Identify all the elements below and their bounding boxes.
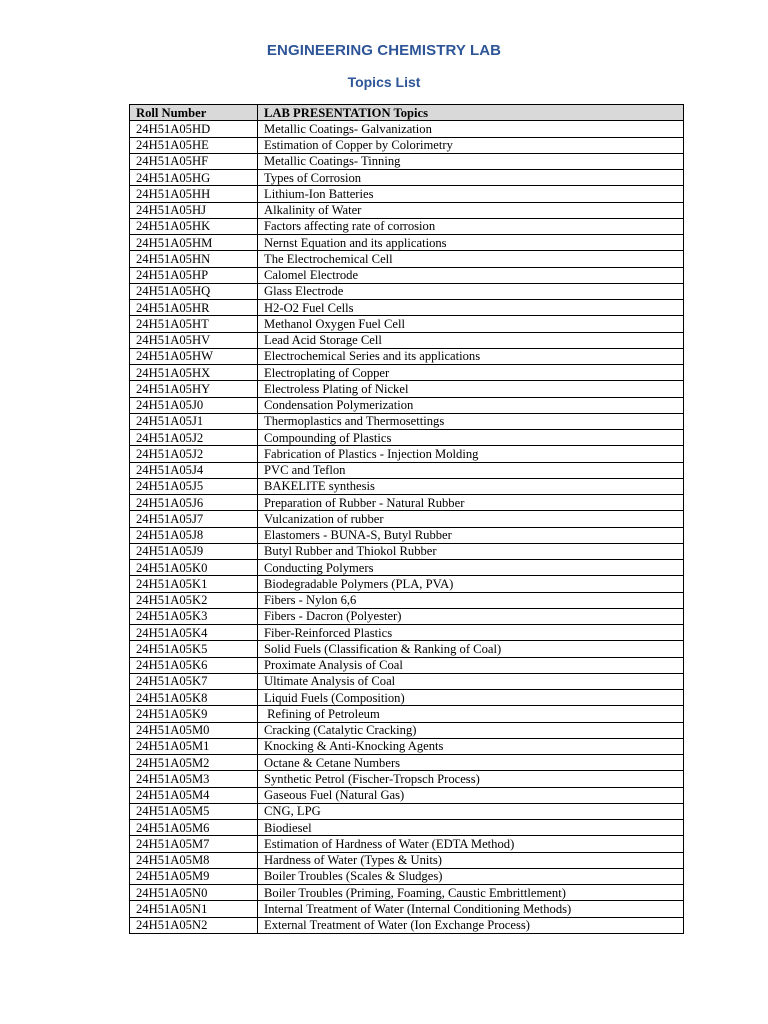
table-row <box>130 690 684 706</box>
table-row <box>130 397 684 413</box>
roll-number-cell: 24H51A05N2 <box>130 917 258 933</box>
topic-cell: The Electrochemical Cell <box>258 251 684 267</box>
column-header-topic: LAB PRESENTATION Topics <box>258 105 684 121</box>
roll-number-cell: 24H51A05J0 <box>130 397 258 413</box>
roll-number-cell: 24H51A05K4 <box>130 625 258 641</box>
table-row <box>130 868 684 884</box>
roll-number-cell: 24H51A05HJ <box>130 202 258 218</box>
roll-number-cell: 24H51A05N1 <box>130 901 258 917</box>
topic-cell: Fibers - Dacron (Polyester) <box>258 608 684 624</box>
roll-number-cell: 24H51A05M2 <box>130 755 258 771</box>
table-row <box>130 251 684 267</box>
table-row <box>130 673 684 689</box>
table-row <box>130 121 684 137</box>
topic-cell: Preparation of Rubber - Natural Rubber <box>258 495 684 511</box>
roll-number-cell: 24H51A05J9 <box>130 543 258 559</box>
table-row <box>130 235 684 251</box>
table-row <box>130 170 684 186</box>
roll-number-cell: 24H51A05M5 <box>130 803 258 819</box>
table-row <box>130 641 684 657</box>
table-row <box>130 820 684 836</box>
topic-cell: Estimation of Hardness of Water (EDTA Method) <box>258 836 684 852</box>
roll-number-cell: 24H51A05J2 <box>130 430 258 446</box>
topic-cell: Conducting Polymers <box>258 560 684 576</box>
topic-cell: Methanol Oxygen Fuel Cell <box>258 316 684 332</box>
topic-cell: Internal Treatment of Water (Internal Conditioning Methods) <box>258 901 684 917</box>
roll-number-cell: 24H51A05HQ <box>130 283 258 299</box>
topic-cell: Condensation Polymerization <box>258 397 684 413</box>
roll-number-cell: 24H51A05K3 <box>130 608 258 624</box>
topic-cell: Ultimate Analysis of Coal <box>258 673 684 689</box>
topic-cell: Types of Corrosion <box>258 170 684 186</box>
table-row <box>130 413 684 429</box>
roll-number-cell: 24H51A05HF <box>130 153 258 169</box>
table-row <box>130 430 684 446</box>
roll-number-cell: 24H51A05J2 <box>130 446 258 462</box>
topic-cell: Cracking (Catalytic Cracking) <box>258 722 684 738</box>
document-subtitle: Topics List <box>347 74 421 90</box>
topic-cell: Boiler Troubles (Priming, Foaming, Caustic Embrittlement) <box>258 885 684 901</box>
topic-cell: Compounding of Plastics <box>258 430 684 446</box>
topic-cell: Liquid Fuels (Composition) <box>258 690 684 706</box>
column-header-roll-number: Roll Number <box>130 105 258 121</box>
roll-number-cell: 24H51A05J1 <box>130 413 258 429</box>
roll-number-cell: 24H51A05K7 <box>130 673 258 689</box>
table-row <box>130 300 684 316</box>
topic-cell: Fabrication of Plastics - Injection Molding <box>258 446 684 462</box>
table-row <box>130 186 684 202</box>
roll-number-cell: 24H51A05J7 <box>130 511 258 527</box>
roll-number-cell: 24H51A05M7 <box>130 836 258 852</box>
table-row <box>130 787 684 803</box>
topic-cell: PVC and Teflon <box>258 462 684 478</box>
table-row <box>130 803 684 819</box>
table-body <box>130 121 684 934</box>
roll-number-cell: 24H51A05HE <box>130 137 258 153</box>
roll-number-cell: 24H51A05K8 <box>130 690 258 706</box>
roll-number-cell: 24H51A05M9 <box>130 868 258 884</box>
table-row <box>130 836 684 852</box>
table-row <box>130 267 684 283</box>
topic-cell: Lead Acid Storage Cell <box>258 332 684 348</box>
table-row <box>130 137 684 153</box>
table-row <box>130 495 684 511</box>
table-row <box>130 771 684 787</box>
table-row <box>130 576 684 592</box>
topic-cell: Thermoplastics and Thermosettings <box>258 413 684 429</box>
roll-number-cell: 24H51A05HR <box>130 300 258 316</box>
topic-cell: Electroless Plating of Nickel <box>258 381 684 397</box>
table-header-row <box>130 105 684 121</box>
roll-number-cell: 24H51A05J5 <box>130 478 258 494</box>
topic-cell: Factors affecting rate of corrosion <box>258 218 684 234</box>
topic-cell: Fibers - Nylon 6,6 <box>258 592 684 608</box>
topic-cell: Biodiesel <box>258 820 684 836</box>
table-row <box>130 316 684 332</box>
table-row <box>130 462 684 478</box>
roll-number-cell: 24H51A05K5 <box>130 641 258 657</box>
table-row <box>130 332 684 348</box>
roll-number-cell: 24H51A05HH <box>130 186 258 202</box>
table-row <box>130 446 684 462</box>
table-row <box>130 527 684 543</box>
table-row <box>130 511 684 527</box>
topic-cell: BAKELITE synthesis <box>258 478 684 494</box>
document-title: ENGINEERING CHEMISTRY LAB <box>266 42 502 59</box>
roll-number-cell: 24H51A05K2 <box>130 592 258 608</box>
table-row <box>130 202 684 218</box>
roll-number-cell: 24H51A05HM <box>130 235 258 251</box>
table-row <box>130 283 684 299</box>
topic-cell: Electroplating of Copper <box>258 365 684 381</box>
roll-number-cell: 24H51A05HW <box>130 348 258 364</box>
roll-number-cell: 24H51A05HV <box>130 332 258 348</box>
roll-number-cell: 24H51A05M3 <box>130 771 258 787</box>
table-row <box>130 153 684 169</box>
roll-number-cell: 24H51A05M0 <box>130 722 258 738</box>
topic-cell: Octane & Cetane Numbers <box>258 755 684 771</box>
table-row <box>130 738 684 754</box>
topics-table <box>129 104 684 934</box>
table-row <box>130 885 684 901</box>
table-row <box>130 755 684 771</box>
topic-cell: Butyl Rubber and Thiokol Rubber <box>258 543 684 559</box>
roll-number-cell: 24H51A05J8 <box>130 527 258 543</box>
roll-number-cell: 24H51A05N0 <box>130 885 258 901</box>
roll-number-cell: 24H51A05J4 <box>130 462 258 478</box>
topic-cell: Gaseous Fuel (Natural Gas) <box>258 787 684 803</box>
table-row <box>130 657 684 673</box>
table-row <box>130 917 684 933</box>
topic-cell: Solid Fuels (Classification & Ranking of Coal) <box>258 641 684 657</box>
topic-cell: Boiler Troubles (Scales & Sludges) <box>258 868 684 884</box>
table-row <box>130 348 684 364</box>
roll-number-cell: 24H51A05K9 <box>130 706 258 722</box>
topic-cell: Refining of Petroleum <box>258 706 684 722</box>
roll-number-cell: 24H51A05M4 <box>130 787 258 803</box>
topic-cell: External Treatment of Water (Ion Exchange Process) <box>258 917 684 933</box>
table-row <box>130 381 684 397</box>
roll-number-cell: 24H51A05HY <box>130 381 258 397</box>
roll-number-cell: 24H51A05HT <box>130 316 258 332</box>
roll-number-cell: 24H51A05HN <box>130 251 258 267</box>
topic-cell: Hardness of Water (Types & Units) <box>258 852 684 868</box>
topic-cell: Biodegradable Polymers (PLA, PVA) <box>258 576 684 592</box>
table-row <box>130 365 684 381</box>
topic-cell: Knocking & Anti-Knocking Agents <box>258 738 684 754</box>
roll-number-cell: 24H51A05M8 <box>130 852 258 868</box>
topic-cell: H2-O2 Fuel Cells <box>258 300 684 316</box>
roll-number-cell: 24H51A05HG <box>130 170 258 186</box>
roll-number-cell: 24H51A05K0 <box>130 560 258 576</box>
topic-cell: Synthetic Petrol (Fischer-Tropsch Process) <box>258 771 684 787</box>
topic-cell: Metallic Coatings- Galvanization <box>258 121 684 137</box>
table-row <box>130 625 684 641</box>
table-row <box>130 722 684 738</box>
table-row <box>130 852 684 868</box>
topic-cell: Glass Electrode <box>258 283 684 299</box>
table-row <box>130 560 684 576</box>
roll-number-cell: 24H51A05K1 <box>130 576 258 592</box>
topic-cell: Alkalinity of Water <box>258 202 684 218</box>
roll-number-cell: 24H51A05J6 <box>130 495 258 511</box>
topic-cell: Elastomers - BUNA-S, Butyl Rubber <box>258 527 684 543</box>
table-row <box>130 608 684 624</box>
table-row <box>130 218 684 234</box>
table-row <box>130 478 684 494</box>
topic-cell: Proximate Analysis of Coal <box>258 657 684 673</box>
table-row <box>130 543 684 559</box>
table-row <box>130 592 684 608</box>
topic-cell: Electrochemical Series and its applications <box>258 348 684 364</box>
topic-cell: Estimation of Copper by Colorimetry <box>258 137 684 153</box>
topic-cell: Calomel Electrode <box>258 267 684 283</box>
roll-number-cell: 24H51A05M1 <box>130 738 258 754</box>
roll-number-cell: 24H51A05HP <box>130 267 258 283</box>
roll-number-cell: 24H51A05HX <box>130 365 258 381</box>
table-row <box>130 901 684 917</box>
roll-number-cell: 24H51A05HD <box>130 121 258 137</box>
topic-cell: Vulcanization of rubber <box>258 511 684 527</box>
roll-number-cell: 24H51A05K6 <box>130 657 258 673</box>
topic-cell: Fiber-Reinforced Plastics <box>258 625 684 641</box>
topic-cell: Lithium-Ion Batteries <box>258 186 684 202</box>
roll-number-cell: 24H51A05M6 <box>130 820 258 836</box>
topic-cell: CNG, LPG <box>258 803 684 819</box>
roll-number-cell: 24H51A05HK <box>130 218 258 234</box>
table-row <box>130 706 684 722</box>
topic-cell: Nernst Equation and its applications <box>258 235 684 251</box>
topic-cell: Metallic Coatings- Tinning <box>258 153 684 169</box>
